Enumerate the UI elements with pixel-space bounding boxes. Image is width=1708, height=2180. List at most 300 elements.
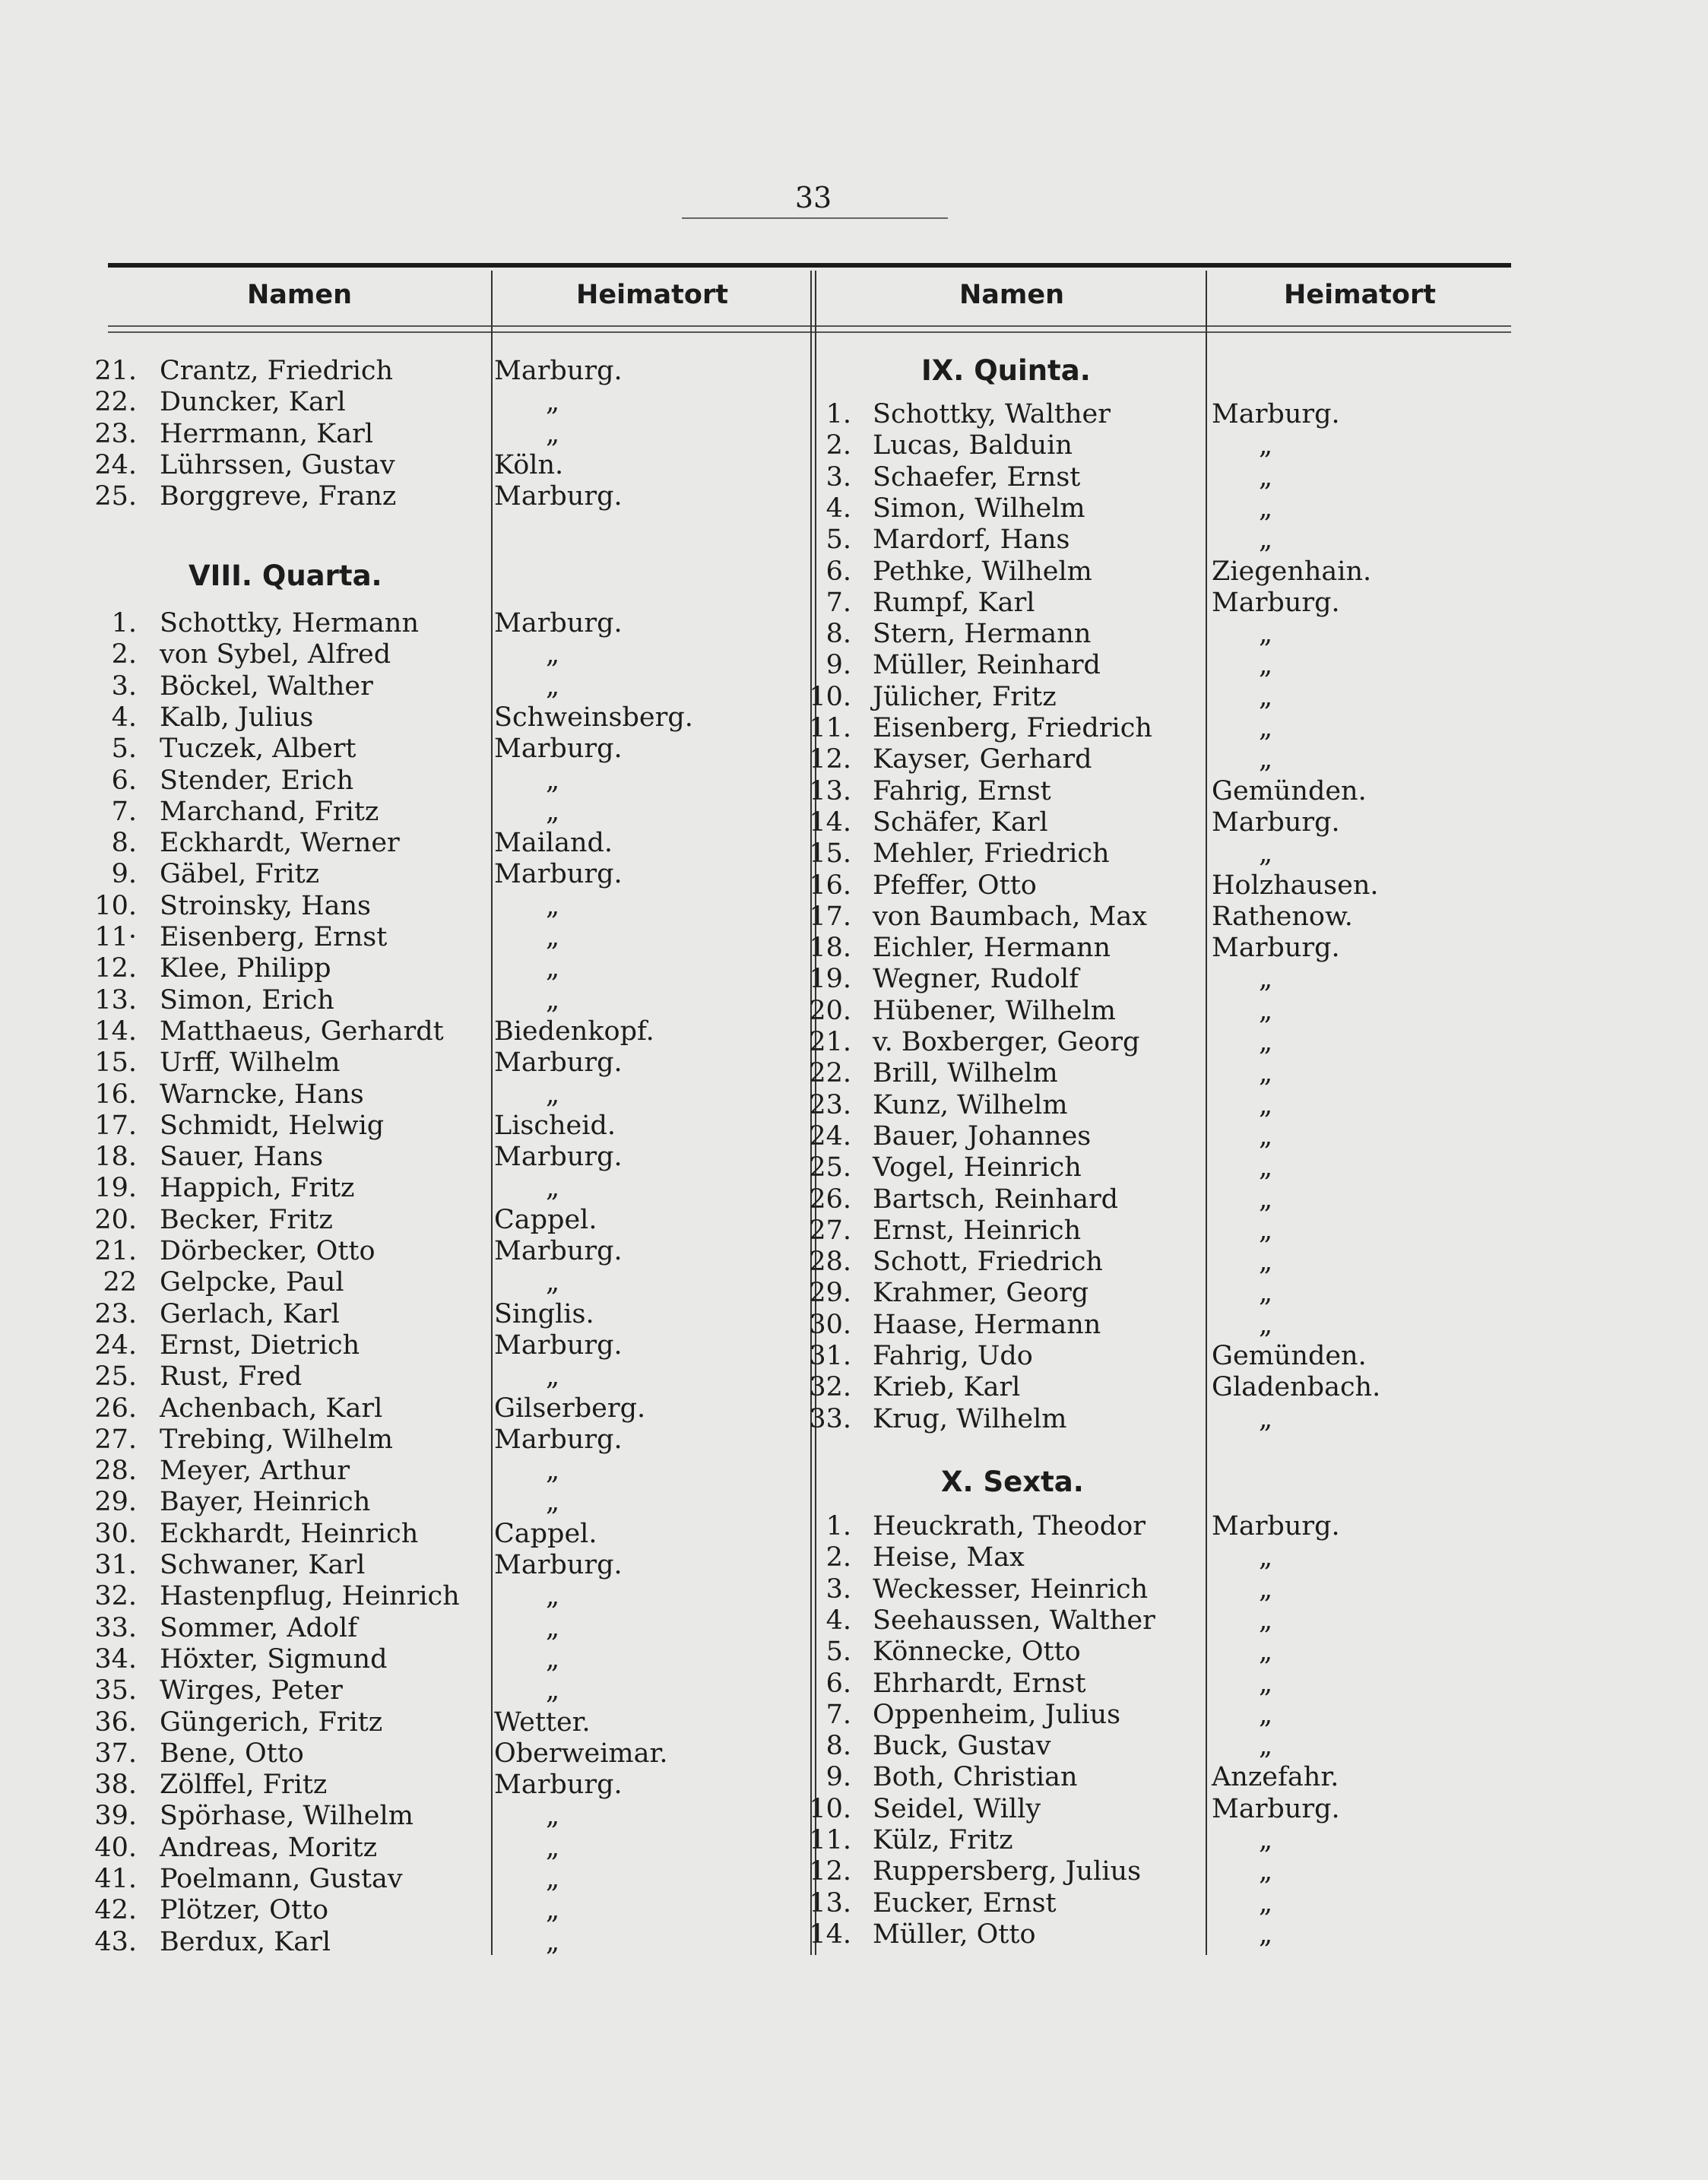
ditto-mark: „ [546,387,560,418]
entry-number: 12. [94,953,137,984]
entry-number: 38. [94,1770,137,1801]
ditto-mark: „ [546,922,560,952]
entry-number: 14. [94,1016,137,1047]
table-row [0,1215,1708,1246]
entry-name: Marchand, Fritz [160,796,379,827]
entry-number: 3. [111,670,137,702]
ditto-mark: „ [1259,1605,1273,1636]
entry-hometown: Gemünden. [1212,775,1367,806]
table-row [0,1542,1708,1573]
table-row [0,1027,1708,1057]
entry-name: Wirges, Peter [160,1675,343,1706]
table-row [0,713,1708,743]
entry-number: 13. [809,1887,851,1919]
entry-name: Krieb, Karl [873,1372,1021,1403]
entry-hometown: Marburg. [494,859,623,890]
entry-name: Sauer, Hans [160,1142,324,1173]
entry-hometown: Marburg. [1212,806,1340,838]
ditto-mark: „ [1259,1120,1273,1152]
entry-name: Vogel, Heinrich [873,1152,1082,1183]
entry-number: 20. [94,1204,137,1235]
ditto-mark: „ [546,1456,560,1487]
entry-name: von Baumbach, Max [873,901,1147,932]
entry-number: 10. [809,1793,851,1824]
entry-hometown: Marburg. [494,1142,623,1173]
entry-number: 19. [94,1173,137,1204]
entry-number: 12. [809,1856,851,1887]
entry-number: 9. [825,1762,851,1793]
entry-name: Fahrig, Udo [873,1341,1033,1371]
ditto-mark: „ [1259,1573,1273,1605]
entry-name: Eisenberg, Friedrich [873,713,1152,743]
header-names-right: Namen [959,280,1065,310]
entry-name: Pethke, Wilhelm [873,556,1092,587]
ditto-mark: „ [1259,1027,1273,1057]
table-row [0,588,1708,618]
table-row [0,619,1708,649]
table-row [0,1341,1708,1371]
entry-number: 4. [825,493,851,524]
ditto-mark: „ [546,1079,560,1110]
entry-number: 21. [94,1236,137,1266]
ditto-mark: „ [546,1926,560,1957]
table-row [0,838,1708,869]
entry-name: Stender, Erich [160,765,354,796]
entry-name: Pfeffer, Otto [873,870,1037,901]
entry-name: Hastenpflug, Heinrich [160,1581,460,1612]
entry-number: 10. [809,681,851,712]
entry-name: Meyer, Arthur [160,1456,350,1487]
entry-name: Kalb, Julius [160,702,314,733]
entry-number: 40. [94,1832,137,1863]
entry-name: von Sybel, Alfred [160,639,391,670]
entry-name: Külz, Fritz [873,1825,1013,1855]
ditto-mark: „ [1259,1403,1273,1434]
entry-number: 23. [94,1298,137,1329]
entry-name: Wegner, Rudolf [873,964,1079,995]
entry-number: 21. [809,1027,851,1057]
table-row [0,1456,1708,1486]
entry-number: 25. [94,481,137,512]
entry-name: Schäfer, Karl [873,806,1048,838]
entry-number: 15. [809,838,851,870]
section-title-sexta: X. Sexta. [941,1465,1084,1498]
entry-number: 8. [111,828,137,859]
entry-hometown: Gilserberg. [494,1393,646,1424]
entry-number: 18. [94,1142,137,1173]
entry-name: Poelmann, Gustav [160,1864,403,1894]
entry-name: Schott, Friedrich [873,1247,1103,1278]
entry-name: Ernst, Dietrich [160,1329,360,1361]
table-row [0,1668,1708,1699]
entry-number: 1. [825,399,851,429]
entry-hometown: Marburg. [1212,399,1340,429]
entry-name: Lührssen, Gustav [160,449,395,480]
entry-hometown: Marburg. [1212,1511,1340,1542]
table-row [0,1762,1708,1792]
ditto-mark: „ [1259,1183,1273,1215]
entry-number: 10. [94,890,137,921]
entry-number: 32. [809,1372,851,1403]
table-row [0,807,1708,838]
entry-name: Eucker, Ernst [873,1887,1057,1919]
entry-number: 25. [809,1152,851,1183]
entry-number: 24. [94,449,137,480]
entry-name: Hübener, Wilhelm [873,995,1116,1026]
entry-number: 18. [809,933,851,964]
entry-name: Warncke, Hans [160,1079,364,1110]
entry-hometown: Lischeid. [494,1110,616,1141]
entry-number: 26. [809,1183,851,1215]
ditto-mark: „ [546,1173,560,1204]
entry-number: 2. [825,1542,851,1573]
entry-hometown: Gemünden. [1212,1341,1367,1371]
entry-name: Höxter, Sigmund [160,1643,388,1675]
entry-name: Becker, Fritz [160,1204,333,1235]
entry-number: 19. [809,964,851,995]
table-row [0,776,1708,806]
entry-hometown: Ziegenhain. [1212,556,1372,587]
entry-number: 24. [809,1120,851,1152]
entry-name: Böckel, Walther [160,670,373,702]
entry-name: Herrmann, Karl [160,418,374,449]
entry-hometown: Holzhausen. [1212,870,1379,901]
ditto-mark: „ [546,1864,560,1894]
table-row [0,996,1708,1026]
entry-number: 7. [825,587,851,618]
entry-name: Stern, Hermann [873,619,1092,650]
entry-number: 11. [809,1825,851,1855]
ditto-mark: „ [1259,1058,1273,1089]
ditto-mark: „ [1259,713,1273,743]
entry-name: Schmidt, Helwig [160,1110,385,1141]
entry-number: 29. [809,1278,851,1309]
entry-number: 17. [94,1110,137,1141]
page-number-rule [682,217,948,219]
entry-name: Bartsch, Reinhard [873,1183,1119,1215]
entry-name: Urff, Wilhelm [160,1047,341,1079]
ditto-mark: „ [546,1487,560,1518]
entry-hometown: Mailand. [494,828,613,859]
entry-number: 32. [94,1581,137,1612]
entry-name: Lucas, Balduin [873,430,1073,461]
table-row [0,493,1708,524]
entry-hometown: Singlis. [494,1298,594,1329]
entry-number: 14. [809,806,851,838]
ditto-mark: „ [546,1581,560,1612]
entry-name: Duncker, Karl [160,387,346,418]
entry-number: 2. [825,430,851,461]
entry-number: 29. [94,1487,137,1518]
entry-number: 43. [94,1926,137,1957]
ditto-mark: „ [1259,650,1273,681]
header-rule-top [108,325,1511,327]
entry-name: Spörhase, Wilhelm [160,1801,414,1832]
entry-name: Oppenheim, Julius [873,1699,1121,1730]
entry-name: Seehaussen, Walther [873,1605,1155,1636]
entry-hometown: Schweinsberg. [494,702,693,733]
entry-name: Seidel, Willy [873,1793,1041,1824]
entry-hometown: Marburg. [1212,1793,1340,1824]
entry-hometown: Marburg. [494,1770,623,1801]
table-row [0,430,1708,461]
section-title-quarta: VIII. Quarta. [189,559,382,592]
entry-name: Kayser, Gerhard [873,744,1092,775]
entry-number: 27. [809,1215,851,1246]
table-row [0,650,1708,680]
table-row [0,1152,1708,1183]
entry-number: 8. [825,1731,851,1762]
entry-name: Gäbel, Fritz [160,859,320,890]
entry-name: Jülicher, Fritz [873,681,1057,712]
entry-hometown: Marburg. [494,1424,623,1455]
ditto-mark: „ [546,890,560,921]
entry-name: Simon, Erich [160,984,334,1016]
page-number: 33 [794,181,832,214]
table-row [0,1058,1708,1088]
entry-number: 8. [825,619,851,650]
entry-hometown: Marburg. [494,481,623,512]
table-row [0,1637,1708,1667]
ditto-mark: „ [546,670,560,702]
ditto-mark: „ [1259,1247,1273,1278]
table-row [0,1856,1708,1887]
entry-name: Schwaner, Karl [160,1550,366,1580]
table-row [0,1919,1708,1950]
entry-hometown: Marburg. [1212,587,1340,618]
entry-name: Achenbach, Karl [160,1393,383,1424]
entry-number: 22 [103,1267,137,1298]
table-row [0,1700,1708,1730]
ditto-mark: „ [1259,619,1273,650]
entry-name: Mehler, Friedrich [873,838,1110,870]
entry-number: 42. [94,1895,137,1926]
section-title-quinta: IX. Quinta. [921,354,1091,387]
entry-number: 4. [825,1605,851,1636]
entry-number: 37. [94,1738,137,1769]
header-heimatort-left: Heimatort [576,280,728,310]
entry-number: 22. [94,387,137,418]
entry-name: Berdux, Karl [160,1926,331,1957]
entry-name: Könnecke, Otto [873,1637,1081,1668]
ditto-mark: „ [546,953,560,984]
table-row [0,1404,1708,1434]
entry-number: 16. [809,870,851,901]
entry-number: 15. [94,1047,137,1079]
entry-number: 1. [111,608,137,638]
entry-number: 5. [111,734,137,765]
entry-number: 21. [94,356,137,386]
entry-number: 3. [825,461,851,493]
table-row [0,964,1708,994]
table-row [0,1794,1708,1824]
table-row [0,933,1708,963]
ditto-mark: „ [1259,744,1273,775]
ditto-mark: „ [1259,430,1273,461]
entry-name: Ehrhardt, Ernst [873,1668,1086,1699]
entry-number: 31. [94,1550,137,1580]
ditto-mark: „ [1259,1278,1273,1309]
entry-name: Schottky, Walther [873,399,1111,429]
ditto-mark: „ [546,1361,560,1393]
ditto-mark: „ [1259,1215,1273,1246]
ditto-mark: „ [1259,1089,1273,1120]
entry-name: Dörbecker, Otto [160,1236,376,1266]
ditto-mark: „ [1259,964,1273,995]
entry-hometown: Rathenow. [1212,901,1353,932]
entry-name: Bene, Otto [160,1738,304,1769]
ditto-mark: „ [1259,838,1273,870]
table-row [0,870,1708,901]
entry-hometown: Gladenbach. [1212,1372,1381,1403]
table-row [0,1184,1708,1215]
entry-number: 1. [825,1511,851,1542]
entry-name: Müller, Otto [873,1919,1036,1950]
ditto-mark: „ [1259,1542,1273,1573]
ditto-mark: „ [1259,1856,1273,1887]
ditto-mark: „ [1259,1731,1273,1762]
entry-number: 27. [94,1424,137,1455]
entry-number: 7. [825,1699,851,1730]
table-row [0,1310,1708,1340]
ditto-mark: „ [1259,681,1273,712]
entry-number: 31. [809,1341,851,1371]
entry-number: 5. [825,1637,851,1668]
ditto-mark: „ [546,796,560,827]
entry-name: Haase, Hermann [873,1309,1101,1340]
entry-number: 6. [111,765,137,796]
table-row [0,1605,1708,1636]
entry-hometown: Cappel. [494,1518,597,1549]
entry-number: 23. [94,418,137,449]
entry-number: 6. [825,556,851,587]
ditto-mark: „ [546,1612,560,1643]
entry-name: v. Boxberger, Georg [873,1027,1140,1057]
header-rule-bottom [108,331,1511,333]
table-row [0,1247,1708,1277]
ditto-mark: „ [546,1801,560,1832]
entry-name: Trebing, Wilhelm [160,1424,393,1455]
entry-number: 11· [94,922,137,952]
ditto-mark: „ [1259,1825,1273,1855]
entry-hometown: Wetter. [494,1706,591,1738]
entry-hometown: Marburg. [494,1329,623,1361]
entry-name: Ruppersberg, Julius [873,1856,1142,1887]
entry-name: Schaefer, Ernst [873,461,1081,493]
entry-name: Crantz, Friedrich [160,356,394,386]
entry-hometown: Oberweimar. [494,1738,668,1769]
entry-number: 33. [809,1403,851,1434]
table-row [0,1511,1708,1542]
entry-name: Tuczek, Albert [160,734,356,765]
entry-number: 33. [94,1612,137,1643]
table-row [0,1731,1708,1761]
entry-number: 41. [94,1864,137,1894]
entry-number: 6. [825,1668,851,1699]
entry-name: Fahrig, Ernst [873,775,1051,806]
ditto-mark: „ [1259,1699,1273,1730]
header-names-left: Namen [246,280,353,310]
ditto-mark: „ [546,1675,560,1706]
table-row [0,744,1708,775]
entry-name: Mardorf, Hans [873,524,1070,556]
table-row [0,1372,1708,1402]
entry-name: Krahmer, Georg [873,1278,1089,1309]
entry-number: 28. [809,1247,851,1278]
entry-hometown: Cappel. [494,1204,597,1235]
entry-hometown: Anzefahr. [1212,1762,1339,1793]
table-row [0,524,1708,555]
entry-number: 16. [94,1079,137,1110]
ditto-mark: „ [1259,1309,1273,1340]
entry-hometown: Marburg. [494,1236,623,1266]
entry-number: 13. [809,775,851,806]
table-row [0,901,1708,932]
entry-name: Matthaeus, Gerhardt [160,1016,444,1047]
entry-hometown: Köln. [494,449,564,480]
table-row [0,1121,1708,1152]
ditto-mark: „ [1259,524,1273,556]
ditto-mark: „ [1259,1152,1273,1183]
entry-number: 4. [111,702,137,733]
table-row [0,1090,1708,1120]
ditto-mark: „ [1259,493,1273,524]
table-row [0,1278,1708,1308]
entry-number: 30. [94,1518,137,1549]
ditto-mark: „ [1259,461,1273,493]
entry-number: 9. [111,859,137,890]
entry-name: Eckhardt, Werner [160,828,400,859]
entry-name: Andreas, Moritz [160,1832,378,1863]
entry-hometown: Marburg. [494,608,623,638]
ditto-mark: „ [1259,1919,1273,1950]
entry-number: 39. [94,1801,137,1832]
entry-name: Rumpf, Karl [873,587,1035,618]
entry-name: Eisenberg, Ernst [160,922,388,952]
entry-hometown: Marburg. [494,1047,623,1079]
ditto-mark: „ [546,1832,560,1863]
entry-name: Klee, Philipp [160,953,331,984]
entry-name: Gelpcke, Paul [160,1267,344,1298]
table-row [0,1888,1708,1919]
entry-name: Both, Christian [873,1762,1078,1793]
entry-name: Borggreve, Franz [160,481,397,512]
table-row [0,1825,1708,1855]
table-row [0,556,1708,587]
ditto-mark: „ [546,1643,560,1675]
entry-number: 35. [94,1675,137,1706]
ditto-mark: „ [546,1267,560,1298]
entry-name: Heise, Max [873,1542,1025,1573]
entry-name: Bayer, Heinrich [160,1487,371,1518]
entry-name: Güngerich, Fritz [160,1706,383,1738]
entry-name: Brill, Wilhelm [873,1058,1058,1089]
entry-name: Plötzer, Otto [160,1895,329,1926]
entry-number: 25. [94,1361,137,1393]
ditto-mark: „ [546,765,560,796]
entry-hometown: Marburg. [494,356,623,386]
ditto-mark: „ [1259,1668,1273,1699]
table-row [0,399,1708,429]
entry-number: 22. [809,1058,851,1089]
ditto-mark: „ [1259,1887,1273,1919]
entry-name: Schottky, Hermann [160,608,420,638]
ditto-mark: „ [546,418,560,449]
entry-number: 2. [111,639,137,670]
entry-name: Buck, Gustav [873,1731,1051,1762]
entry-name: Happich, Fritz [160,1173,355,1204]
entry-number: 20. [809,995,851,1026]
